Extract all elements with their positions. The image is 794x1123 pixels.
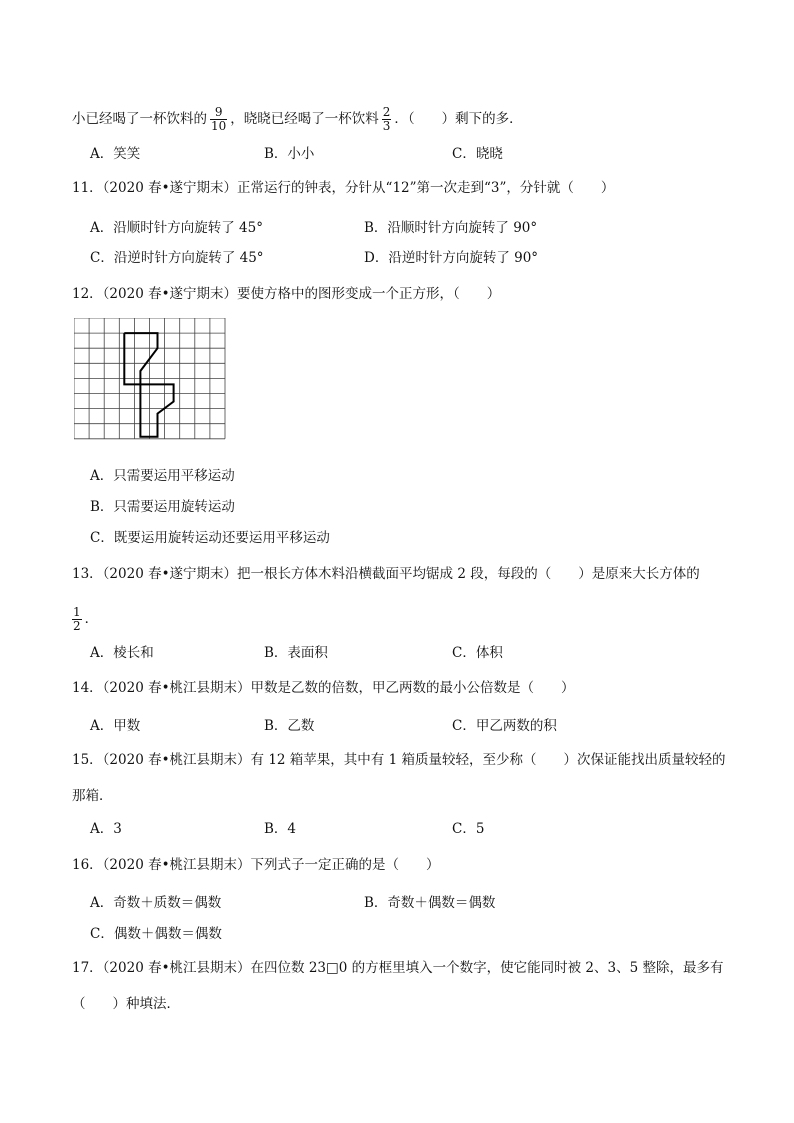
question-17-stem: 17．（2020 春•桃江县期末）在四位数 23□0 的方框里填入一个数字，使它能同时被 2、3、5 整除，最多有 bbox=[72, 960, 724, 976]
fraction-2-3: $\frac{2}{3}$ bbox=[382, 105, 391, 133]
q10-option-c[interactable]: C．晓晓 bbox=[452, 146, 503, 162]
q13-option-c[interactable]: C．体积 bbox=[452, 645, 503, 661]
q15-option-c[interactable]: C．5 bbox=[452, 821, 485, 837]
question-13-stem: 13．（2020 春•遂宁期末）把一根长方体木料沿横截面平均锯成 2 段，每段的（ ）是原来大长方体的 bbox=[72, 566, 700, 582]
question-11-stem: 11．（2020 春•遂宁期末）正常运行的钟表，分针从“12”第一次走到“3”，分针就（ ） bbox=[72, 180, 615, 196]
question-15-stem: 15．（2020 春•桃江县期末）有 12 箱苹果，其中有 1 箱质量较轻，至少称（ ）次保证能找出质量较轻的 bbox=[72, 752, 726, 768]
q10-part3: ．（ ）剩下的多． bbox=[394, 111, 523, 127]
question-15-stem-cont: 那箱． bbox=[72, 788, 113, 804]
grid-figure bbox=[74, 318, 228, 440]
q10-part1: 小已经喝了一杯饮料的 bbox=[72, 111, 207, 127]
q10-part2: ，晓晓已经喝了一杯饮料 bbox=[230, 111, 379, 127]
q10-option-a[interactable]: A．笑笑 bbox=[90, 146, 141, 162]
question-10-stem bbox=[72, 106, 734, 133]
question-12-stem: 12．（2020 春•遂宁期末）要使方格中的图形变成一个正方形，（ ） bbox=[72, 286, 501, 302]
q10-option-b[interactable]: B．小小 bbox=[264, 146, 315, 162]
shape-outline bbox=[124, 333, 173, 437]
q11-option-d[interactable]: D．沿逆时针方向旋转了 90° bbox=[364, 250, 539, 266]
q15-option-b[interactable]: B．4 bbox=[264, 821, 297, 837]
q14-option-b[interactable]: B．乙数 bbox=[264, 718, 315, 734]
question-14-stem: 14．（2020 春•桃江县期末）甲数是乙数的倍数，甲乙两数的最小公倍数是（ ） bbox=[72, 680, 575, 696]
grid-lines bbox=[74, 318, 225, 439]
q12-option-a[interactable]: A．只需要运用平移运动 bbox=[90, 468, 235, 484]
q14-option-c[interactable]: C．甲乙两数的积 bbox=[452, 718, 557, 734]
question-16-stem: 16．（2020 春•桃江县期末）下列式子一定正确的是（ ） bbox=[72, 857, 440, 873]
q16-option-c[interactable]: C．偶数＋偶数＝偶数 bbox=[90, 926, 222, 942]
q16-option-b[interactable]: B．奇数＋偶数＝偶数 bbox=[364, 895, 496, 911]
q11-option-c[interactable]: C．沿逆时针方向旋转了 45° bbox=[90, 250, 264, 266]
q14-option-a[interactable]: A．甲数 bbox=[90, 718, 141, 734]
q12-option-b[interactable]: B．只需要运用旋转运动 bbox=[90, 499, 235, 515]
q13-option-a[interactable]: A．棱长和 bbox=[90, 645, 154, 661]
question-17-stem-cont: （ ）种填法． bbox=[72, 996, 180, 1012]
q11-option-b[interactable]: B．沿顺时针方向旋转了 90° bbox=[364, 220, 538, 236]
q13-tail: ． bbox=[84, 611, 99, 627]
q11-option-a[interactable]: A．沿顺时针方向旋转了 45° bbox=[90, 220, 263, 236]
q13-option-b[interactable]: B．表面积 bbox=[264, 645, 328, 661]
q15-option-a[interactable]: A．3 bbox=[90, 821, 122, 837]
q16-option-a[interactable]: A．奇数＋质数＝偶数 bbox=[90, 895, 222, 911]
q12-option-c[interactable]: C．既要运用旋转运动还要运用平移运动 bbox=[90, 530, 330, 546]
question-13-fraction-line bbox=[72, 606, 734, 633]
fraction-9-10: $\frac{9}{10}$ bbox=[211, 105, 227, 133]
fraction-1-2: $\frac{1}{2}$ bbox=[73, 605, 81, 633]
